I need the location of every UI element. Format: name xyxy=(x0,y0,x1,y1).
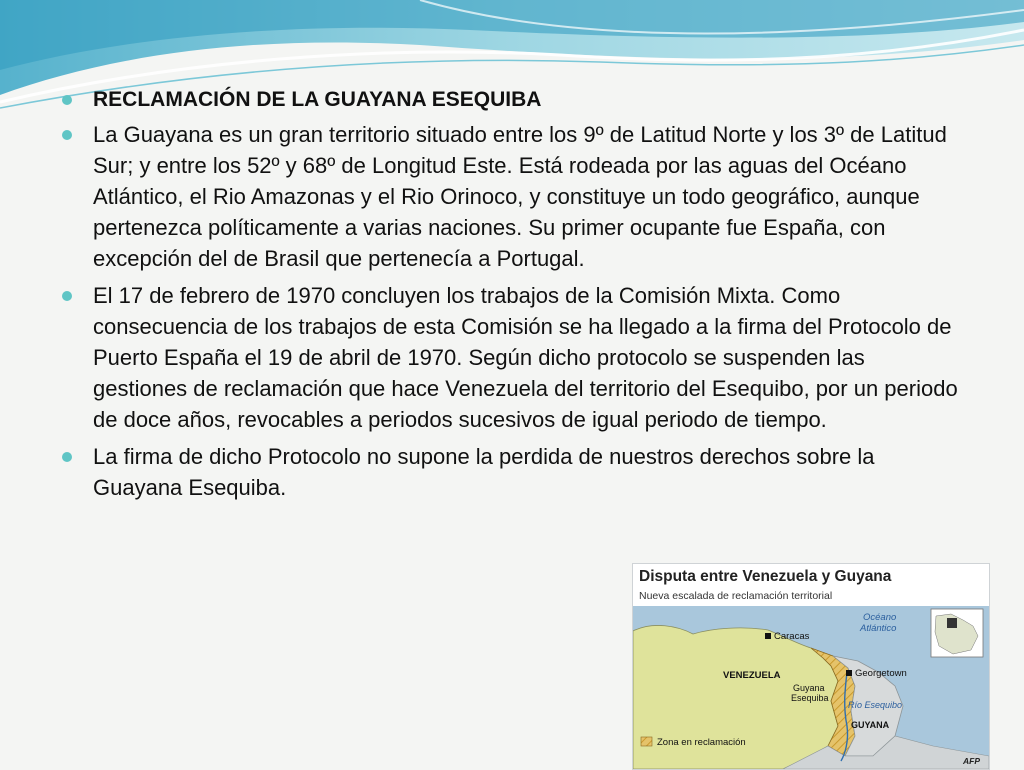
bullet-dot-icon xyxy=(62,291,72,301)
bullet-text: La Guayana es un gran territorio situado entre los 9º de Latitud Norte y los 3º de Latitud Sur; y entre los 52º y 68º de Longitud Este. Está rodeada por las aguas del Océano Atlántico, el Rio Amazonas y el Rio Orinoco, y constituye un todo geográfico, aunque pertenezca políticamente a varias naciones. Su primer ocupante fue España, con excepción del de Brasil que pertenecía a Portugal. xyxy=(93,122,947,271)
legend-swatch xyxy=(641,737,652,746)
bullet-text: El 17 de febrero de 1970 concluyen los trabajos de la Comisión Mixta. Como consecuencia de los trabajos de esta Comisión se ha llegado a la firma del Protocolo de Puerto España el 19 de abril de 1970. Según dicho protocolo se suspenden las gestiones de reclamación que hace Venezuela del territorio del Esequibo, por un periodo de doce años, revocables a periodos sucesivos de igual periodo de tiempo. xyxy=(93,283,958,432)
venezuela-label: VENEZUELA xyxy=(723,670,781,681)
guyana-esequiba-label-line2: Esequiba xyxy=(791,693,829,703)
map-graphic xyxy=(633,606,989,769)
guyana-esequiba-label-line1: Guyana xyxy=(793,683,825,693)
bullet-dot-icon xyxy=(62,95,72,105)
bullet-text: La firma de dicho Protocolo no supone la perdida de nuestros derechos sobre la Guayana Esequiba. xyxy=(93,444,875,500)
bullet-dot-icon xyxy=(62,130,72,140)
bullet-text: RECLAMACIÓN DE LA GUAYANA ESEQUIBA xyxy=(93,88,542,111)
afp-credit: AFP xyxy=(963,756,980,766)
ocean-label-line2: Atlántico xyxy=(860,623,897,634)
map-subtitle: Nueva escalada de reclamación territorial xyxy=(639,590,833,602)
rio-esequibo-label: Río Esequibo xyxy=(848,700,903,710)
caracas-marker xyxy=(765,633,771,639)
dispute-map xyxy=(632,563,990,770)
bullet-title xyxy=(62,84,962,115)
guyana-label: GUYANA xyxy=(851,720,890,730)
ocean-label-line1: Océano xyxy=(863,612,897,623)
legend-label: Zona en reclamación xyxy=(657,737,746,748)
bullet-comision-mixta xyxy=(62,280,962,435)
map-title: Disputa entre Venezuela y Guyana xyxy=(639,568,892,585)
georgetown-label: Georgetown xyxy=(855,668,907,679)
bullet-guayana-territory xyxy=(62,119,962,274)
content-area xyxy=(62,84,962,509)
caracas-label: Caracas xyxy=(774,631,810,642)
bullet-dot-icon xyxy=(62,452,72,462)
georgetown-marker xyxy=(846,670,852,676)
bullet-protocolo xyxy=(62,441,962,503)
